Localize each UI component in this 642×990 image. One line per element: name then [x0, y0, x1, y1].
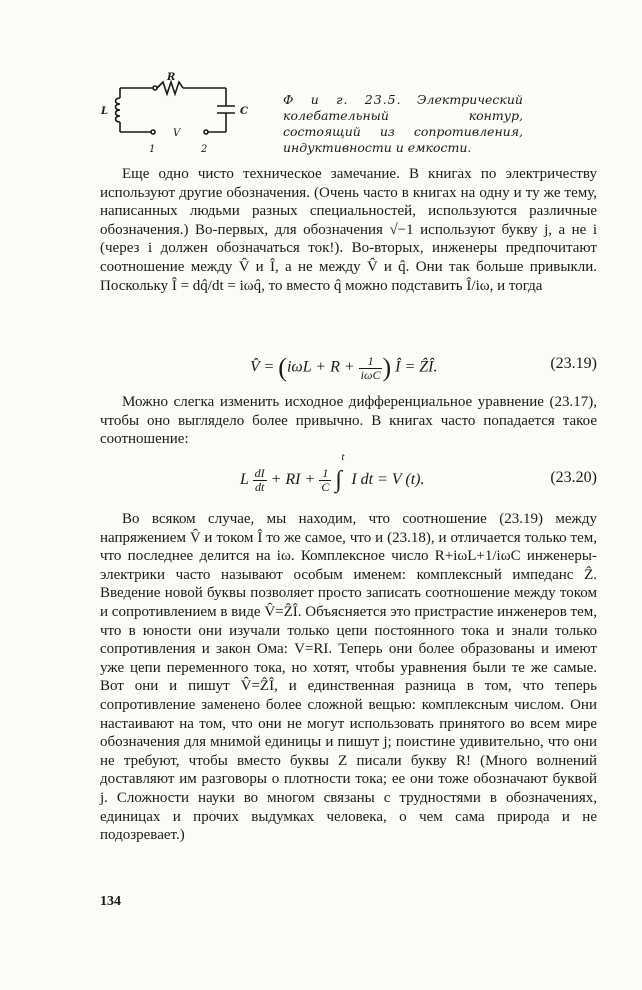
- page-number: 134: [100, 894, 121, 909]
- paragraph-3: Во всяком случае, мы находим, что соотношение (23.19) между напряжением V̂ и током Î то же самое, что и (23.18), и отличается только тем, что последнее делится на iω. Комплексное число R+iωL+1/iωC инженеры-электрики часто называют особым именем: комплексный импеданс Ẑ. Введение новой буквы позволяет просто записать соотношение между током и сопротивлением в виде V̂=ẐÎ. Объясняется это пристрастие инженеров тем, что в юности они изучали только цепи постоянного тока и знали только сопротивления и закон Ома: V=RI. Теперь они более образованы и имеют уже цепи переменного тока, но хотят, чтобы уравнения были те же самые. Вот они и пишут V̂=ẐÎ, и единственная разница в том, что теперь сопротивление заменено более сложной вещью: комплексным числом. Они настаивают на том, что они не могут использовать принятого во всем мире обозначения для мнимой единицы и пишут j; поистине удивительно, что они не требуют, чтобы вместо буквы Z писали букву R! (Много волнений доставляют им разговоры о плотности тока; ее они тоже обозначают буквой j. Сложности науки во многом связаны с трудностями в обозначениях, единицах и прочих выдумках человека, о чем сама природа и не подозревает.): [100, 511, 597, 844]
- equation-23-19: V̂ = (iωL + R + $\frac{1}{\text{iωC}}$ ) Î = ẐÎ. (23.19): [250, 353, 597, 382]
- eq2-derivative: $\frac{dI}{dt}$: [254, 466, 265, 494]
- inductor: [116, 98, 121, 122]
- label-V: V: [173, 128, 181, 139]
- label-C: C: [240, 106, 248, 117]
- label-1: 1: [149, 144, 156, 155]
- equation-number-23-19: (23.19): [550, 355, 597, 372]
- label-2: 2: [201, 144, 208, 155]
- terminal-top-left: [153, 86, 157, 90]
- terminal-2: [204, 130, 208, 134]
- eq2-rhs: I dt = V (t).: [351, 471, 425, 489]
- caption-text: Электрический колебательный контур, состоящий из сопротивления, индуктивности и емкости.: [283, 92, 523, 155]
- eq1-terms: iωL + R +: [286, 358, 355, 376]
- eq1-rhs: Î = ẐÎ.: [395, 358, 438, 376]
- eq2-capacitance-fraction: $\frac{1}{C}$: [321, 466, 330, 494]
- eq1-lhs: V̂ =: [250, 358, 275, 376]
- integral-sign: ∫ t: [335, 451, 345, 493]
- rlc-circuit-figure: [95, 70, 265, 160]
- paragraph-2: Можно слегка изменить исходное дифференциальное уравнение (23.17), чтобы оно выглядело более привычно. В книгах часто попадается такое соотношение:: [100, 394, 597, 448]
- eq2-L: L: [240, 471, 249, 489]
- label-R: R: [167, 72, 176, 83]
- equation-23-20: [100, 451, 597, 505]
- resistor: [157, 82, 183, 94]
- paragraph-1: Еще одно чисто техническое замечание. В книгах по электричеству используют другие обозначения. (Очень часто в книгах на одну и ту же тему, написанных людьми разных специальностей, используются различные обозначения.) Во-первых, для обозначения √−1 используют букву j, а не i (через i должен обозначаться ток!). Во-вторых, инженеры предпочитают соотношение между V̂ и Î, а не между V̂ и q̂. Они так больше привыкли. Поскольку Î = dq̂/dt = iωq̂, то вместо q̂ можно подставить Î/iω, и тогда: [100, 166, 597, 294]
- label-L: L: [101, 106, 109, 117]
- eq2-middle: + RI +: [270, 471, 316, 489]
- equation-number-23-20: (23.20): [550, 469, 597, 486]
- eq1-fraction: $\frac{1}{\text{iωC}}$: [360, 353, 381, 382]
- terminal-1: [151, 130, 155, 134]
- figure-caption: [283, 92, 523, 156]
- caption-label: Ф и г. 23.5.: [283, 92, 402, 107]
